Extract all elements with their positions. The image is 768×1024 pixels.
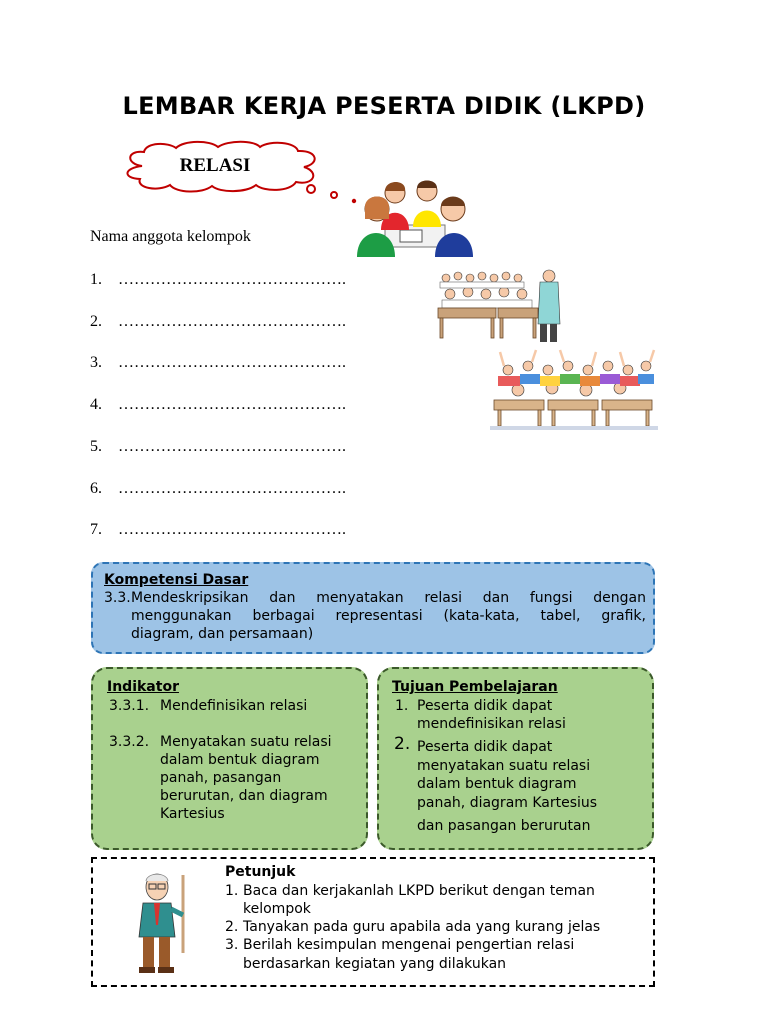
petunjuk-number: 1. [225,883,239,899]
member-row[interactable]: 3. ……………………………………. [90,354,346,371]
petunjuk-line: Tanyakan pada guru apabila ada yang kurang jelas [243,919,601,935]
classroom-illustration [436,262,564,344]
indikator-line: Menyatakan suatu relasi [160,734,332,750]
kompetensi-line: menggunakan berbagai representasi (kata-kata, tabel, grafik, [131,608,646,624]
page-title: LEMBAR KERJA PESERTA DIDIK (LKPD) [122,92,646,120]
teacher-pointer-illustration [135,869,191,981]
tujuan-line: mendefinisikan relasi [417,716,566,732]
indikator-line: dalam bentuk diagram [160,752,320,768]
indikator-line: Kartesius [160,806,225,822]
kompetensi-heading: Kompetensi Dasar [104,572,249,588]
member-row[interactable]: 7. ……………………………………. [90,521,346,538]
kompetensi-number: 3.3. [104,590,131,606]
kompetensi-dasar-box [91,562,655,654]
petunjuk-line: berdasarkan kegiatan yang dilakukan [243,956,507,972]
indikator-line: berurutan, dan diagram [160,788,328,804]
member-row[interactable]: 4. ……………………………………. [90,396,346,413]
member-row[interactable]: 1. ……………………………………. [90,271,346,288]
indikator-box [91,667,368,850]
tujuan-line: dalam bentuk diagram [417,776,577,792]
member-row[interactable]: 6. ……………………………………. [90,480,346,497]
tujuan-line: panah, diagram Kartesius [417,795,598,811]
students-raising-hands-illustration [490,348,658,430]
member-row[interactable]: 2. ……………………………………. [90,313,346,330]
members-label: Nama anggota kelompok [90,228,251,245]
petunjuk-heading: Petunjuk [225,864,296,880]
petunjuk-number: 3. [225,937,239,953]
tujuan-number: 1. [395,698,409,714]
petunjuk-line: kelompok [243,901,311,917]
indikator-number: 3.3.2. [109,734,150,750]
kompetensi-line: diagram, dan persamaan) [131,626,314,642]
tujuan-number: 2. [394,734,411,754]
petunjuk-line: Baca dan kerjakanlah LKPD berikut dengan teman [243,883,595,899]
thought-bubbles [302,182,362,208]
kompetensi-line: Mendeskripsikan dan menyatakan relasi dan fungsi dengan [131,590,646,606]
indikator-heading: Indikator [107,679,179,695]
tujuan-line: Peserta didik dapat [417,739,553,755]
tujuan-line: Peserta didik dapat [417,698,553,714]
indikator-line: Mendefinisikan relasi [160,698,308,714]
tujuan-line: dan pasangan berurutan [417,818,591,834]
tujuan-heading: Tujuan Pembelajaran [392,679,558,695]
tujuan-line: menyatakan suatu relasi [417,758,591,774]
member-row[interactable]: 5. ……………………………………. [90,438,346,455]
petunjuk-number: 2. [225,919,239,935]
petunjuk-box [91,857,655,987]
petunjuk-line: Berilah kesimpulan mengenai pengertian relasi [243,937,575,953]
indikator-number: 3.3.1. [109,698,150,714]
group-discussion-illustration [355,175,480,260]
tujuan-pembelajaran-box [377,667,654,850]
topic-label: RELASI [179,155,251,176]
indikator-line: panah, pasangan [160,770,282,786]
